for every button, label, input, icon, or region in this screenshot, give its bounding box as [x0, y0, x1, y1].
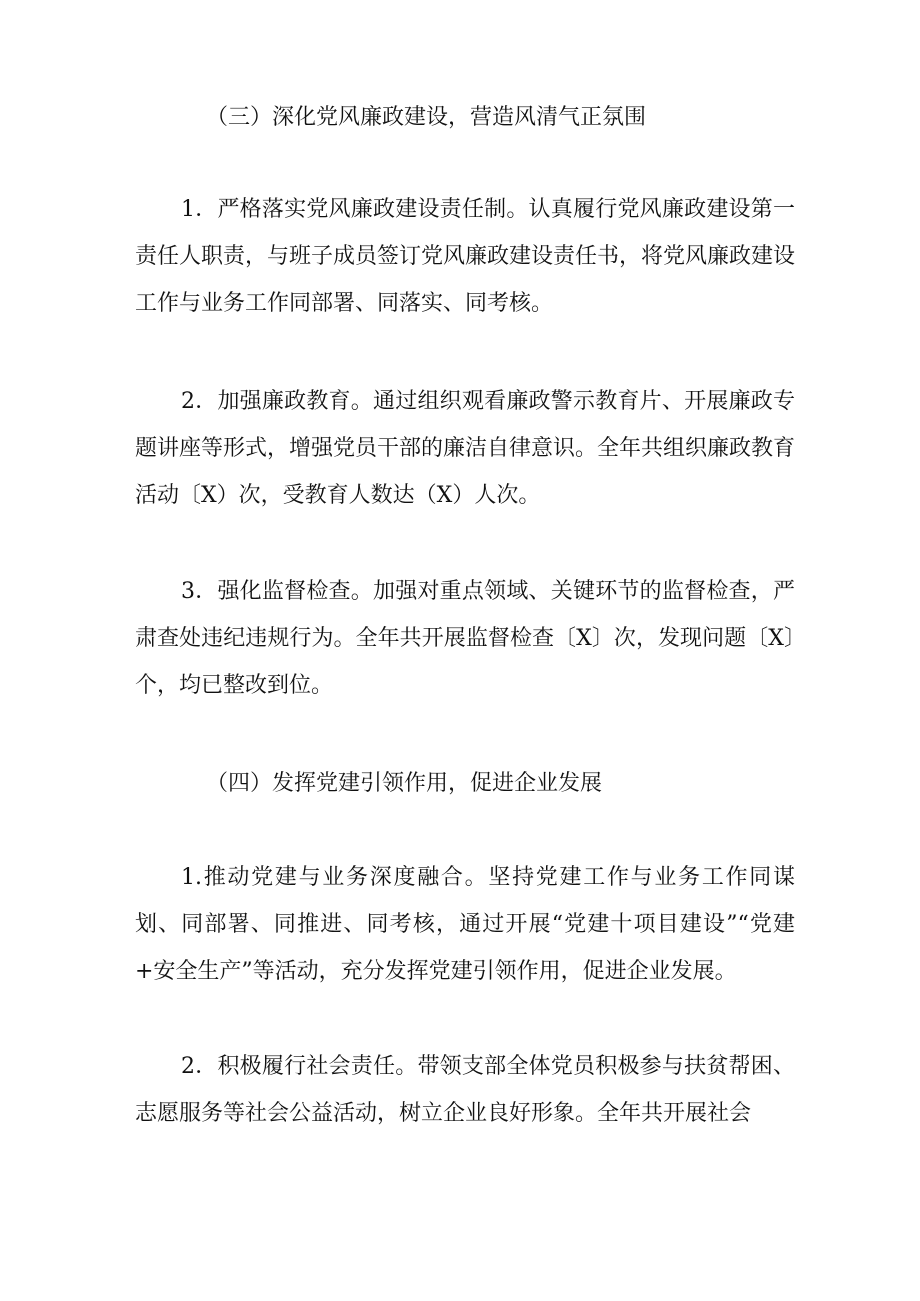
section-3-item-1: 1．严格落实党风廉政建设责任制。认真履行党风廉政建设第一责任人职责，与班子成员签订党风廉政建设责任书，将党风廉政建设工作与业务工作同部署、同落实、同考核。 [135, 197, 796, 316]
section-3-heading: （三）深化党风廉政建设，营造风清气正氛围 [206, 105, 647, 130]
section-3-item-2: 2．加强廉政教育。通过组织观看廉政警示教育片、开展廉政专题讲座等形式，增强党员干部的廉洁自律意识。全年共组织廉政教育活动〔X）次，受教育人数达（X）人次。 [135, 389, 796, 508]
section-4-heading: （四）发挥党建引领作用，促进企业发展 [206, 771, 603, 796]
section-4-item-2: 2．积极履行社会责任。带领支部全体党员积极参与扶贫帮困、志愿服务等社会公益活动，树立企业良好形象。全年共开展社会 [135, 1054, 795, 1126]
section-3-item-3: 3．强化监督检查。加强对重点领域、关键环节的监督检查，严肃查处违纪违规行为。全年共开展监督检查〔X〕次，发现问题〔X〕个，均已整改到位。 [135, 579, 795, 698]
section-4-item-1: 1.推动党建与业务深度融合。坚持党建工作与业务工作同谋划、同部署、同推进、同考核，通过开展“党建十项目建设”“党建+安全生产”等活动，充分发挥党建引领作用，促进企业发展。 [135, 865, 795, 984]
